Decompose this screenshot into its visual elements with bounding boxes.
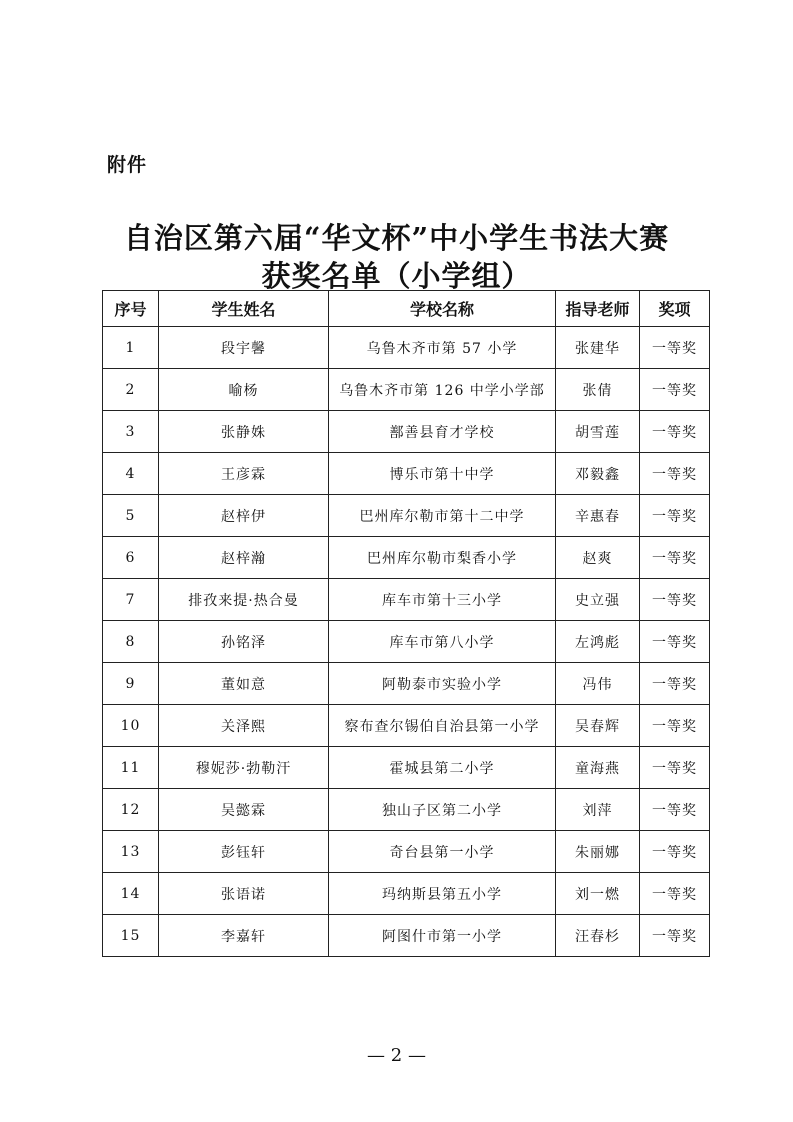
cell-serial-number: 10 [103, 705, 159, 747]
cell-serial-number: 4 [103, 453, 159, 495]
cell-instructor: 刘萍 [556, 789, 640, 831]
cell-student-name: 王彦霖 [159, 453, 329, 495]
cell-student-name: 穆妮莎·勃勒汗 [159, 747, 329, 789]
cell-award: 一等奖 [640, 705, 710, 747]
cell-serial-number: 9 [103, 663, 159, 705]
table-row [103, 537, 710, 579]
cell-award: 一等奖 [640, 369, 710, 411]
table-row [103, 873, 710, 915]
cell-student-name: 排孜来提·热合曼 [159, 579, 329, 621]
header-student-name: 学生姓名 [159, 291, 329, 327]
table-row [103, 663, 710, 705]
cell-instructor: 朱丽娜 [556, 831, 640, 873]
cell-student-name: 李嘉轩 [159, 915, 329, 957]
cell-serial-number: 8 [103, 621, 159, 663]
cell-instructor: 赵爽 [556, 537, 640, 579]
cell-school-name: 阿图什市第一小学 [329, 915, 556, 957]
cell-student-name: 张语诺 [159, 873, 329, 915]
table-row [103, 705, 710, 747]
cell-school-name: 库车市第八小学 [329, 621, 556, 663]
cell-award: 一等奖 [640, 663, 710, 705]
cell-instructor: 邓毅鑫 [556, 453, 640, 495]
cell-award: 一等奖 [640, 579, 710, 621]
cell-student-name: 赵梓瀚 [159, 537, 329, 579]
attachment-label: 附件 [107, 154, 148, 176]
cell-instructor: 史立强 [556, 579, 640, 621]
header-serial-number: 序号 [103, 291, 159, 327]
cell-serial-number: 15 [103, 915, 159, 957]
cell-award: 一等奖 [640, 453, 710, 495]
table-row [103, 495, 710, 537]
cell-award: 一等奖 [640, 831, 710, 873]
cell-school-name: 巴州库尔勒市梨香小学 [329, 537, 556, 579]
cell-award: 一等奖 [640, 495, 710, 537]
cell-student-name: 关泽熙 [159, 705, 329, 747]
cell-student-name: 张静姝 [159, 411, 329, 453]
cell-student-name: 彭钰轩 [159, 831, 329, 873]
cell-serial-number: 12 [103, 789, 159, 831]
cell-serial-number: 14 [103, 873, 159, 915]
document-title-line-1: 自治区第六届“华文杯”中小学生书法大赛 [123, 221, 670, 255]
cell-instructor: 左鸿彪 [556, 621, 640, 663]
cell-award: 一等奖 [640, 621, 710, 663]
table-row [103, 915, 710, 957]
cell-instructor: 冯伟 [556, 663, 640, 705]
cell-school-name: 察布查尔锡伯自治县第一小学 [329, 705, 556, 747]
table-row [103, 579, 710, 621]
table-header-row [103, 291, 710, 327]
cell-school-name: 阿勒泰市实验小学 [329, 663, 556, 705]
cell-student-name: 赵梓伊 [159, 495, 329, 537]
cell-instructor: 童海燕 [556, 747, 640, 789]
cell-award: 一等奖 [640, 537, 710, 579]
cell-school-name: 鄯善县育才学校 [329, 411, 556, 453]
header-award: 奖项 [640, 291, 710, 327]
cell-school-name: 玛纳斯县第五小学 [329, 873, 556, 915]
cell-school-name: 巴州库尔勒市第十二中学 [329, 495, 556, 537]
table-row [103, 789, 710, 831]
cell-serial-number: 2 [103, 369, 159, 411]
cell-award: 一等奖 [640, 411, 710, 453]
cell-award: 一等奖 [640, 747, 710, 789]
cell-student-name: 段宇馨 [159, 327, 329, 369]
cell-school-name: 独山子区第二小学 [329, 789, 556, 831]
cell-school-name: 库车市第十三小学 [329, 579, 556, 621]
awards-table [102, 290, 710, 957]
cell-serial-number: 6 [103, 537, 159, 579]
cell-school-name: 霍城县第二小学 [329, 747, 556, 789]
cell-school-name: 乌鲁木齐市第 126 中学小学部 [329, 369, 556, 411]
page-number: — 2 — [367, 1045, 426, 1066]
cell-serial-number: 13 [103, 831, 159, 873]
cell-serial-number: 3 [103, 411, 159, 453]
cell-award: 一等奖 [640, 873, 710, 915]
document-title-line-2: 获奖名单（小学组） [261, 259, 532, 293]
table-row [103, 747, 710, 789]
cell-student-name: 孙铭泽 [159, 621, 329, 663]
table-row [103, 621, 710, 663]
cell-instructor: 汪春杉 [556, 915, 640, 957]
cell-serial-number: 5 [103, 495, 159, 537]
header-instructor: 指导老师 [556, 291, 640, 327]
cell-school-name: 奇台县第一小学 [329, 831, 556, 873]
cell-award: 一等奖 [640, 915, 710, 957]
cell-award: 一等奖 [640, 327, 710, 369]
cell-instructor: 吴春辉 [556, 705, 640, 747]
cell-school-name: 博乐市第十中学 [329, 453, 556, 495]
table-row [103, 327, 710, 369]
cell-student-name: 吴懿霖 [159, 789, 329, 831]
cell-instructor: 胡雪莲 [556, 411, 640, 453]
cell-instructor: 张倩 [556, 369, 640, 411]
table-row [103, 831, 710, 873]
cell-instructor: 辛惠春 [556, 495, 640, 537]
table-row [103, 411, 710, 453]
table-row [103, 453, 710, 495]
cell-instructor: 刘一燃 [556, 873, 640, 915]
cell-student-name: 董如意 [159, 663, 329, 705]
cell-instructor: 张建华 [556, 327, 640, 369]
cell-serial-number: 11 [103, 747, 159, 789]
header-school-name: 学校名称 [329, 291, 556, 327]
cell-student-name: 喻杨 [159, 369, 329, 411]
cell-award: 一等奖 [640, 789, 710, 831]
table-body [103, 327, 710, 957]
cell-serial-number: 1 [103, 327, 159, 369]
table-row [103, 369, 710, 411]
cell-school-name: 乌鲁木齐市第 57 小学 [329, 327, 556, 369]
cell-serial-number: 7 [103, 579, 159, 621]
